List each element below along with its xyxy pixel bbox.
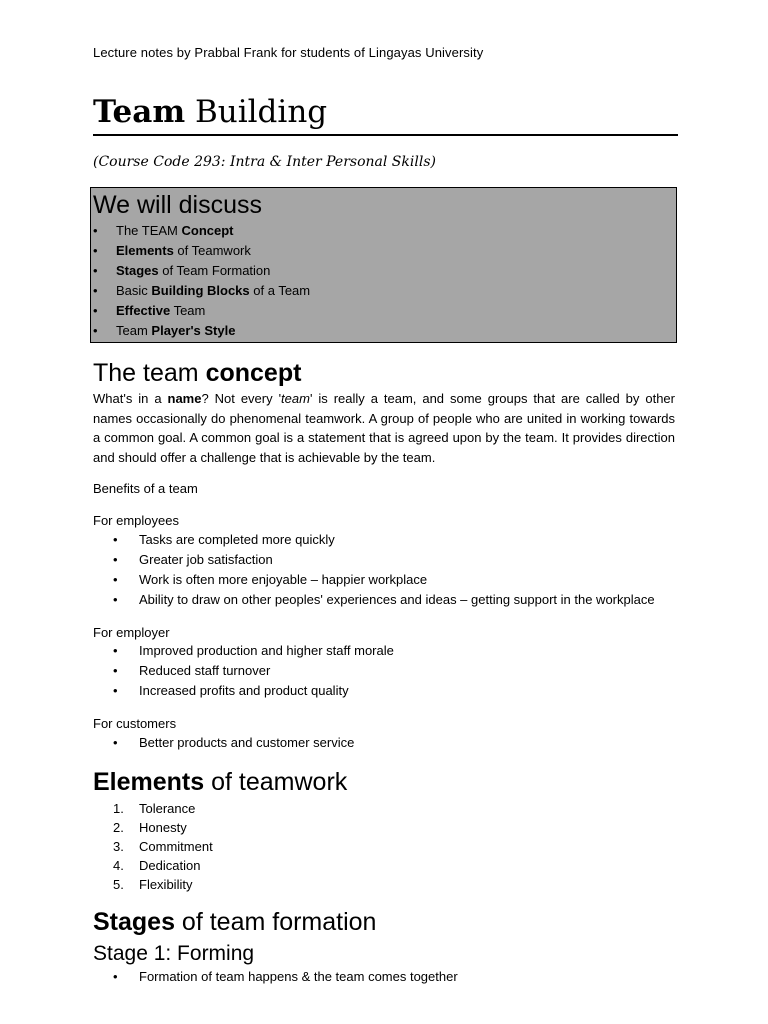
list-item: 4. Dedication — [113, 858, 201, 873]
title-block — [93, 94, 678, 136]
stage1-list — [113, 967, 458, 987]
list-item: • Formation of team happens & the team comes together — [113, 967, 458, 987]
discuss-item: • Basic Building Blocks of a Team — [93, 281, 676, 301]
discuss-item: • Elements of Teamwork — [93, 241, 676, 261]
list-item: 5. Flexibility — [113, 877, 193, 892]
title-rest: Building — [185, 94, 328, 130]
stages-heading: Stages of team formation — [93, 908, 377, 936]
employees-list — [113, 530, 655, 610]
list-item: 3. Commitment — [113, 839, 213, 854]
customers-label: For customers — [93, 716, 177, 731]
discuss-list — [93, 221, 676, 341]
employees-label: For employees — [93, 513, 179, 528]
concept-heading: The team concept — [93, 359, 302, 387]
concept-paragraph: What's in a name? Not every 'team' is really a team, and some groups that are called by other names occasionally do phenomenal teamwork. A group of people who are united in working towards a common goal. A common goal is a statement that is agreed upon by the team. It provides direction and should offer a challenge that is achievable by the team. — [93, 391, 675, 465]
page-header: Lecture notes by Prabbal Frank for students of Lingayas University — [93, 45, 484, 60]
employer-label: For employer — [93, 625, 170, 640]
list-item: 1. Tolerance — [113, 801, 196, 816]
list-item: • Tasks are completed more quickly — [113, 530, 655, 550]
list-item: • Greater job satisfaction — [113, 550, 655, 570]
stage1-heading: Stage 1: Forming — [93, 942, 255, 965]
course-subtitle: (Course Code 293: Intra & Inter Personal Skills) — [93, 154, 436, 170]
list-item: • Increased profits and product quality — [113, 681, 394, 701]
discuss-item: • Team Player's Style — [93, 321, 676, 341]
discuss-box — [90, 187, 677, 343]
list-item: • Ability to draw on other peoples' experiences and ideas – getting support in the workplace — [113, 590, 655, 610]
discuss-heading: We will discuss — [93, 191, 263, 219]
discuss-item: • Effective Team — [93, 301, 676, 321]
page-title — [93, 94, 678, 130]
list-item: • Work is often more enjoyable – happier workplace — [113, 570, 655, 590]
elements-list — [113, 799, 213, 894]
list-item: 2. Honesty — [113, 820, 187, 835]
discuss-item: • Stages of Team Formation — [93, 261, 676, 281]
benefits-label: Benefits of a team — [93, 481, 198, 496]
employer-list — [113, 641, 394, 701]
customers-list — [113, 733, 354, 753]
list-item: • Reduced staff turnover — [113, 661, 394, 681]
elements-heading: Elements of teamwork — [93, 768, 348, 796]
discuss-item: • The TEAM Concept — [93, 221, 676, 241]
list-item: • Improved production and higher staff morale — [113, 641, 394, 661]
title-bold: Team — [93, 94, 186, 130]
list-item: • Better products and customer service — [113, 733, 354, 753]
